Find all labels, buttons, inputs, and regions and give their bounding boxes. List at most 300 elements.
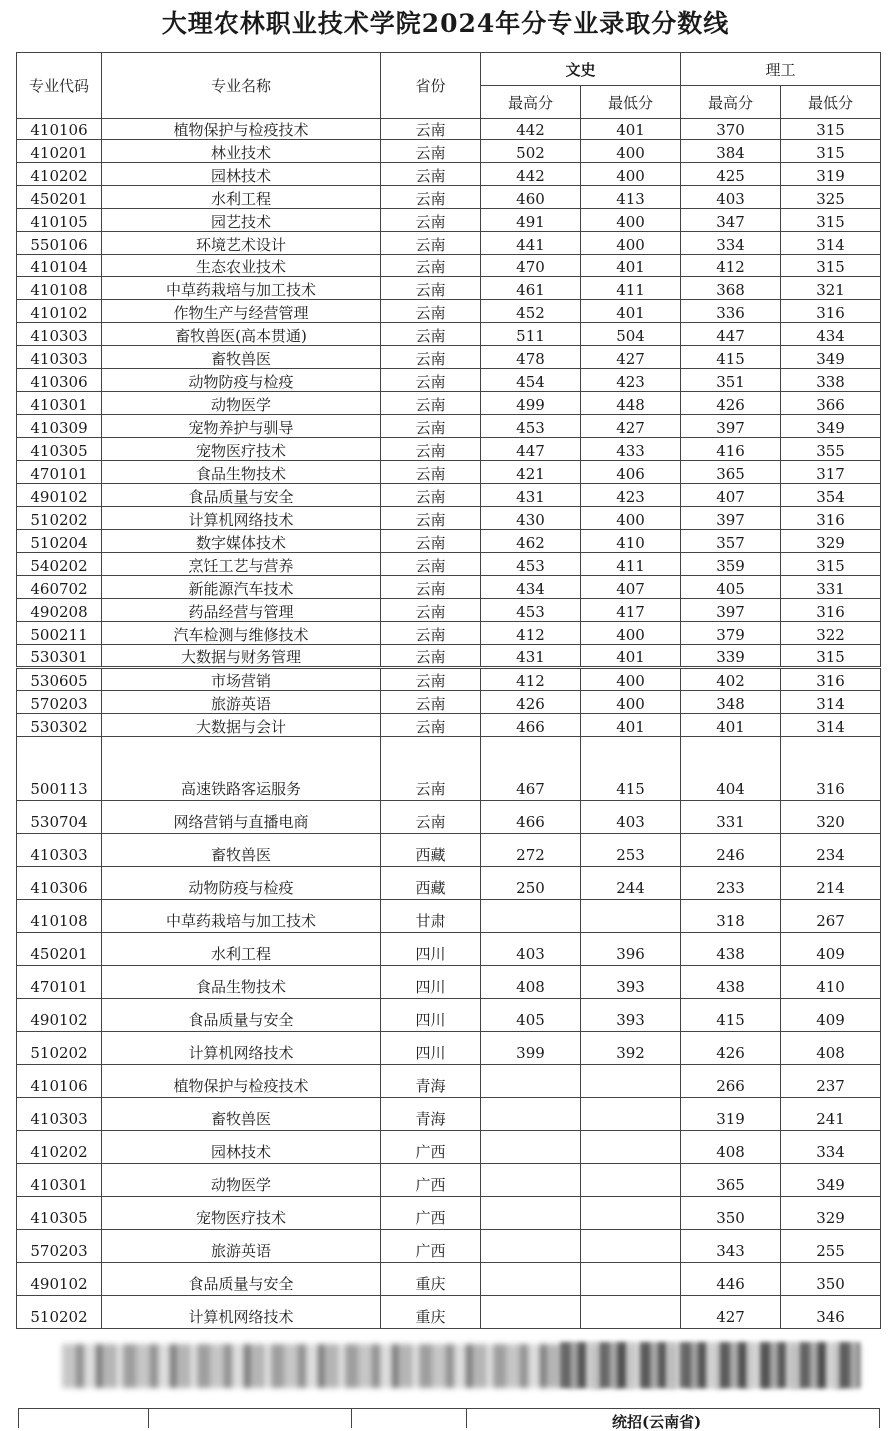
header-ligong-min: 最低分 <box>781 86 881 119</box>
row-ligong-min: 354 <box>781 484 881 507</box>
admission-score-table <box>16 52 881 1329</box>
row-ligong-max: 397 <box>681 415 781 438</box>
row-wenshi-max: 408 <box>481 966 581 999</box>
row-code: 410202 <box>17 163 102 186</box>
row-wenshi-min: 406 <box>581 461 681 484</box>
row-province: 云南 <box>381 801 481 834</box>
table-row <box>17 323 881 346</box>
row-wenshi-min: 413 <box>581 186 681 209</box>
table-row <box>17 300 881 323</box>
row-code: 570203 <box>17 691 102 714</box>
row-code: 530301 <box>17 645 102 668</box>
row-wenshi-max: 453 <box>481 415 581 438</box>
row-code: 530704 <box>17 801 102 834</box>
row-ligong-max: 350 <box>681 1197 781 1230</box>
table-row <box>17 622 881 645</box>
table-row <box>17 369 881 392</box>
row-wenshi-max: 452 <box>481 300 581 323</box>
row-wenshi-min: 423 <box>581 369 681 392</box>
row-ligong-max: 351 <box>681 369 781 392</box>
row-ligong-min: 338 <box>781 369 881 392</box>
row-name: 动物防疫与检疫 <box>102 369 381 392</box>
row-wenshi-max: 470 <box>481 255 581 277</box>
row-wenshi-min: 253 <box>581 834 681 867</box>
header-wenshi-max: 最高分 <box>481 86 581 119</box>
header-wenshi: 文史 <box>481 53 681 86</box>
row-code: 410303 <box>17 323 102 346</box>
row-province: 云南 <box>381 346 481 369</box>
row-wenshi-min: 393 <box>581 999 681 1032</box>
table-row <box>17 438 881 461</box>
row-province: 云南 <box>381 691 481 714</box>
row-wenshi-max: 511 <box>481 323 581 346</box>
table-row <box>17 737 881 801</box>
table-row <box>17 1296 881 1329</box>
row-name: 网络营销与直播电商 <box>102 801 381 834</box>
row-ligong-min: 237 <box>781 1065 881 1098</box>
row-code: 410306 <box>17 369 102 392</box>
row-province: 云南 <box>381 140 481 163</box>
row-wenshi-max: 442 <box>481 163 581 186</box>
row-ligong-max: 401 <box>681 714 781 737</box>
row-ligong-min: 267 <box>781 900 881 933</box>
row-wenshi-max: 399 <box>481 1032 581 1065</box>
row-wenshi-max: 421 <box>481 461 581 484</box>
table-row <box>17 163 881 186</box>
row-name: 生态农业技术 <box>102 255 381 277</box>
table-row <box>17 255 881 277</box>
row-name: 畜牧兽医 <box>102 834 381 867</box>
row-code: 410305 <box>17 1197 102 1230</box>
row-province: 云南 <box>381 599 481 622</box>
row-name: 食品生物技术 <box>102 461 381 484</box>
row-province: 西藏 <box>381 867 481 900</box>
row-province: 云南 <box>381 323 481 346</box>
table-header <box>17 53 881 119</box>
row-ligong-max: 266 <box>681 1065 781 1098</box>
row-code: 410201 <box>17 140 102 163</box>
row-province: 青海 <box>381 1065 481 1098</box>
header-wenshi-min: 最低分 <box>581 86 681 119</box>
row-wenshi-min <box>581 1197 681 1230</box>
row-ligong-min: 315 <box>781 119 881 140</box>
row-ligong-min: 316 <box>781 300 881 323</box>
row-wenshi-max: 431 <box>481 645 581 668</box>
row-ligong-max: 425 <box>681 163 781 186</box>
row-ligong-max: 379 <box>681 622 781 645</box>
row-wenshi-max: 272 <box>481 834 581 867</box>
row-code: 410104 <box>17 255 102 277</box>
row-ligong-min: 315 <box>781 255 881 277</box>
row-code: 410303 <box>17 1098 102 1131</box>
row-ligong-max: 407 <box>681 484 781 507</box>
row-name: 畜牧兽医 <box>102 346 381 369</box>
row-wenshi-min: 415 <box>581 737 681 801</box>
table-row <box>17 999 881 1032</box>
row-wenshi-min: 393 <box>581 966 681 999</box>
row-wenshi-min: 411 <box>581 553 681 576</box>
row-name: 食品质量与安全 <box>102 1263 381 1296</box>
row-name: 宠物养护与驯导 <box>102 415 381 438</box>
row-wenshi-max: 430 <box>481 507 581 530</box>
row-ligong-min: 409 <box>781 933 881 966</box>
header-name: 专业名称 <box>102 53 381 119</box>
row-province: 云南 <box>381 186 481 209</box>
table-row <box>17 668 881 691</box>
table-row <box>17 530 881 553</box>
row-wenshi-min: 401 <box>581 714 681 737</box>
row-ligong-max: 408 <box>681 1131 781 1164</box>
row-ligong-max: 233 <box>681 867 781 900</box>
row-province: 云南 <box>381 576 481 599</box>
row-name: 中草药栽培与加工技术 <box>102 900 381 933</box>
row-ligong-max: 416 <box>681 438 781 461</box>
table-row <box>17 801 881 834</box>
row-wenshi-min: 401 <box>581 300 681 323</box>
table-row <box>17 186 881 209</box>
row-province: 云南 <box>381 484 481 507</box>
row-code: 410303 <box>17 834 102 867</box>
row-code: 540202 <box>17 553 102 576</box>
table-row <box>17 209 881 232</box>
row-ligong-max: 426 <box>681 1032 781 1065</box>
row-province: 重庆 <box>381 1296 481 1329</box>
row-ligong-max: 415 <box>681 999 781 1032</box>
row-ligong-min: 241 <box>781 1098 881 1131</box>
row-wenshi-max: 434 <box>481 576 581 599</box>
table-row <box>17 553 881 576</box>
row-name: 宠物医疗技术 <box>102 438 381 461</box>
row-code: 490208 <box>17 599 102 622</box>
row-name: 园林技术 <box>102 1131 381 1164</box>
row-ligong-max: 403 <box>681 186 781 209</box>
row-ligong-max: 334 <box>681 232 781 255</box>
row-ligong-max: 438 <box>681 933 781 966</box>
row-code: 410306 <box>17 867 102 900</box>
row-wenshi-max: 502 <box>481 140 581 163</box>
row-ligong-min: 349 <box>781 1164 881 1197</box>
row-ligong-min: 315 <box>781 209 881 232</box>
row-ligong-min: 314 <box>781 691 881 714</box>
row-code: 410108 <box>17 900 102 933</box>
row-province: 云南 <box>381 392 481 415</box>
row-name: 食品质量与安全 <box>102 484 381 507</box>
table-row <box>17 1065 881 1098</box>
row-ligong-max: 446 <box>681 1263 781 1296</box>
row-wenshi-min: 401 <box>581 255 681 277</box>
row-code: 410106 <box>17 119 102 140</box>
row-name: 旅游英语 <box>102 691 381 714</box>
table-row <box>17 645 881 668</box>
header-province: 省份 <box>381 53 481 119</box>
row-ligong-max: 447 <box>681 323 781 346</box>
row-wenshi-min <box>581 900 681 933</box>
row-ligong-min: 316 <box>781 737 881 801</box>
row-wenshi-max <box>481 1296 581 1329</box>
row-wenshi-max: 412 <box>481 622 581 645</box>
table-row <box>17 346 881 369</box>
table-row <box>17 576 881 599</box>
row-code: 510202 <box>17 507 102 530</box>
row-code: 570203 <box>17 1230 102 1263</box>
row-province: 云南 <box>381 300 481 323</box>
row-wenshi-max: 403 <box>481 933 581 966</box>
row-province: 四川 <box>381 1032 481 1065</box>
row-code: 410305 <box>17 438 102 461</box>
table-row <box>17 867 881 900</box>
row-province: 云南 <box>381 507 481 530</box>
row-ligong-max: 365 <box>681 1164 781 1197</box>
row-code: 410108 <box>17 277 102 300</box>
table-row <box>17 1230 881 1263</box>
row-wenshi-min: 427 <box>581 346 681 369</box>
row-province: 四川 <box>381 966 481 999</box>
table-row <box>17 484 881 507</box>
row-province: 云南 <box>381 438 481 461</box>
row-name: 市场营销 <box>102 668 381 691</box>
row-province: 云南 <box>381 530 481 553</box>
row-wenshi-min: 504 <box>581 323 681 346</box>
table-row <box>17 933 881 966</box>
row-province: 云南 <box>381 232 481 255</box>
row-code: 490102 <box>17 999 102 1032</box>
row-wenshi-min: 392 <box>581 1032 681 1065</box>
row-ligong-max: 339 <box>681 645 781 668</box>
row-wenshi-max <box>481 1065 581 1098</box>
row-ligong-min: 316 <box>781 507 881 530</box>
row-province: 云南 <box>381 119 481 140</box>
table-row <box>17 1098 881 1131</box>
row-ligong-max: 343 <box>681 1230 781 1263</box>
row-code: 470101 <box>17 966 102 999</box>
row-name: 动物防疫与检疫 <box>102 867 381 900</box>
row-wenshi-min: 244 <box>581 867 681 900</box>
row-ligong-min: 255 <box>781 1230 881 1263</box>
row-wenshi-min: 400 <box>581 507 681 530</box>
table-row <box>17 1164 881 1197</box>
row-province: 云南 <box>381 255 481 277</box>
page-title: 大理农林职业技术学院2024年分专业录取分数线 <box>161 9 730 38</box>
row-ligong-min: 349 <box>781 415 881 438</box>
next-table-header: 统招(云南省) <box>612 1413 702 1431</box>
table-row <box>17 1197 881 1230</box>
row-ligong-min: 315 <box>781 553 881 576</box>
row-name: 大数据与会计 <box>102 714 381 737</box>
row-ligong-max: 426 <box>681 392 781 415</box>
row-province: 甘肃 <box>381 900 481 933</box>
row-name: 新能源汽车技术 <box>102 576 381 599</box>
row-code: 470101 <box>17 461 102 484</box>
row-province: 青海 <box>381 1098 481 1131</box>
row-ligong-min: 322 <box>781 622 881 645</box>
row-ligong-max: 359 <box>681 553 781 576</box>
row-wenshi-max: 250 <box>481 867 581 900</box>
row-ligong-max: 402 <box>681 668 781 691</box>
row-name: 烹饪工艺与营养 <box>102 553 381 576</box>
row-wenshi-max: 405 <box>481 999 581 1032</box>
row-ligong-max: 404 <box>681 737 781 801</box>
row-ligong-min: 366 <box>781 392 881 415</box>
header-code: 专业代码 <box>17 53 102 119</box>
row-wenshi-min: 400 <box>581 691 681 714</box>
row-ligong-max: 348 <box>681 691 781 714</box>
row-province: 广西 <box>381 1164 481 1197</box>
row-code: 500211 <box>17 622 102 645</box>
row-wenshi-max <box>481 1197 581 1230</box>
table-row <box>17 119 881 140</box>
row-ligong-min: 320 <box>781 801 881 834</box>
row-ligong-min: 325 <box>781 186 881 209</box>
row-wenshi-min: 401 <box>581 119 681 140</box>
row-ligong-min: 315 <box>781 140 881 163</box>
row-wenshi-max <box>481 900 581 933</box>
row-wenshi-min <box>581 1263 681 1296</box>
row-wenshi-max <box>481 1263 581 1296</box>
row-wenshi-max <box>481 1098 581 1131</box>
row-wenshi-min <box>581 1164 681 1197</box>
row-code: 490102 <box>17 1263 102 1296</box>
row-name: 中草药栽培与加工技术 <box>102 277 381 300</box>
row-wenshi-min: 400 <box>581 163 681 186</box>
row-code: 410202 <box>17 1131 102 1164</box>
row-province: 四川 <box>381 933 481 966</box>
row-ligong-min: 355 <box>781 438 881 461</box>
row-ligong-min: 434 <box>781 323 881 346</box>
row-ligong-min: 408 <box>781 1032 881 1065</box>
row-province: 广西 <box>381 1197 481 1230</box>
table-row <box>17 1131 881 1164</box>
row-wenshi-max: 447 <box>481 438 581 461</box>
row-wenshi-max: 442 <box>481 119 581 140</box>
row-wenshi-min: 401 <box>581 645 681 668</box>
row-wenshi-max: 426 <box>481 691 581 714</box>
row-code: 410102 <box>17 300 102 323</box>
row-name: 动物医学 <box>102 1164 381 1197</box>
row-name: 宠物医疗技术 <box>102 1197 381 1230</box>
row-wenshi-min: 407 <box>581 576 681 599</box>
row-name: 作物生产与经营管理 <box>102 300 381 323</box>
row-ligong-max: 415 <box>681 346 781 369</box>
row-code: 530302 <box>17 714 102 737</box>
table-body <box>17 119 881 1329</box>
row-ligong-max: 365 <box>681 461 781 484</box>
row-name: 药品经营与管理 <box>102 599 381 622</box>
row-ligong-min: 234 <box>781 834 881 867</box>
row-ligong-min: 314 <box>781 714 881 737</box>
row-name: 计算机网络技术 <box>102 1296 381 1329</box>
row-ligong-max: 384 <box>681 140 781 163</box>
row-code: 450201 <box>17 186 102 209</box>
row-name: 畜牧兽医 <box>102 1098 381 1131</box>
row-ligong-min: 319 <box>781 163 881 186</box>
row-wenshi-min: 448 <box>581 392 681 415</box>
row-name: 林业技术 <box>102 140 381 163</box>
row-wenshi-min: 400 <box>581 140 681 163</box>
row-wenshi-min <box>581 1065 681 1098</box>
row-wenshi-min: 411 <box>581 277 681 300</box>
row-name: 水利工程 <box>102 186 381 209</box>
row-code: 530605 <box>17 668 102 691</box>
row-ligong-min: 321 <box>781 277 881 300</box>
row-name: 植物保护与检疫技术 <box>102 1065 381 1098</box>
row-province: 云南 <box>381 714 481 737</box>
row-wenshi-max: 491 <box>481 209 581 232</box>
row-code: 450201 <box>17 933 102 966</box>
row-ligong-max: 347 <box>681 209 781 232</box>
row-ligong-max: 427 <box>681 1296 781 1329</box>
row-name: 园艺技术 <box>102 209 381 232</box>
row-province: 西藏 <box>381 834 481 867</box>
row-wenshi-min: 423 <box>581 484 681 507</box>
table-row <box>17 507 881 530</box>
table-row <box>17 140 881 163</box>
row-ligong-max: 357 <box>681 530 781 553</box>
row-wenshi-max: 462 <box>481 530 581 553</box>
row-code: 410105 <box>17 209 102 232</box>
row-wenshi-max: 478 <box>481 346 581 369</box>
row-wenshi-min: 433 <box>581 438 681 461</box>
row-name: 食品质量与安全 <box>102 999 381 1032</box>
row-ligong-min: 346 <box>781 1296 881 1329</box>
row-ligong-min: 315 <box>781 645 881 668</box>
row-province: 云南 <box>381 553 481 576</box>
row-province: 云南 <box>381 415 481 438</box>
row-ligong-max: 370 <box>681 119 781 140</box>
row-wenshi-max: 467 <box>481 737 581 801</box>
row-wenshi-min <box>581 1098 681 1131</box>
table-row <box>17 232 881 255</box>
row-ligong-min: 329 <box>781 1197 881 1230</box>
row-name: 植物保护与检疫技术 <box>102 119 381 140</box>
row-ligong-min: 350 <box>781 1263 881 1296</box>
row-code: 510202 <box>17 1296 102 1329</box>
row-name: 环境艺术设计 <box>102 232 381 255</box>
table-row <box>17 415 881 438</box>
row-province: 云南 <box>381 622 481 645</box>
row-name: 水利工程 <box>102 933 381 966</box>
row-province: 云南 <box>381 277 481 300</box>
row-code: 410301 <box>17 392 102 415</box>
row-wenshi-max <box>481 1164 581 1197</box>
row-wenshi-max: 441 <box>481 232 581 255</box>
row-name: 食品生物技术 <box>102 966 381 999</box>
row-ligong-max: 397 <box>681 599 781 622</box>
row-wenshi-max: 454 <box>481 369 581 392</box>
row-ligong-max: 405 <box>681 576 781 599</box>
row-wenshi-max: 466 <box>481 801 581 834</box>
row-wenshi-max <box>481 1131 581 1164</box>
row-wenshi-min: 417 <box>581 599 681 622</box>
blurred-caption-right <box>560 1342 860 1388</box>
row-wenshi-min <box>581 1296 681 1329</box>
row-province: 云南 <box>381 645 481 668</box>
row-ligong-max: 438 <box>681 966 781 999</box>
row-code: 410301 <box>17 1164 102 1197</box>
row-code: 510204 <box>17 530 102 553</box>
row-ligong-min: 329 <box>781 530 881 553</box>
row-province: 云南 <box>381 209 481 232</box>
row-code: 510202 <box>17 1032 102 1065</box>
table-row <box>17 1032 881 1065</box>
row-ligong-max: 368 <box>681 277 781 300</box>
row-wenshi-min: 400 <box>581 232 681 255</box>
row-code: 490102 <box>17 484 102 507</box>
row-name: 高速铁路客运服务 <box>102 737 381 801</box>
row-name: 畜牧兽医(高本贯通) <box>102 323 381 346</box>
row-province: 四川 <box>381 999 481 1032</box>
row-ligong-max: 318 <box>681 900 781 933</box>
row-ligong-max: 331 <box>681 801 781 834</box>
